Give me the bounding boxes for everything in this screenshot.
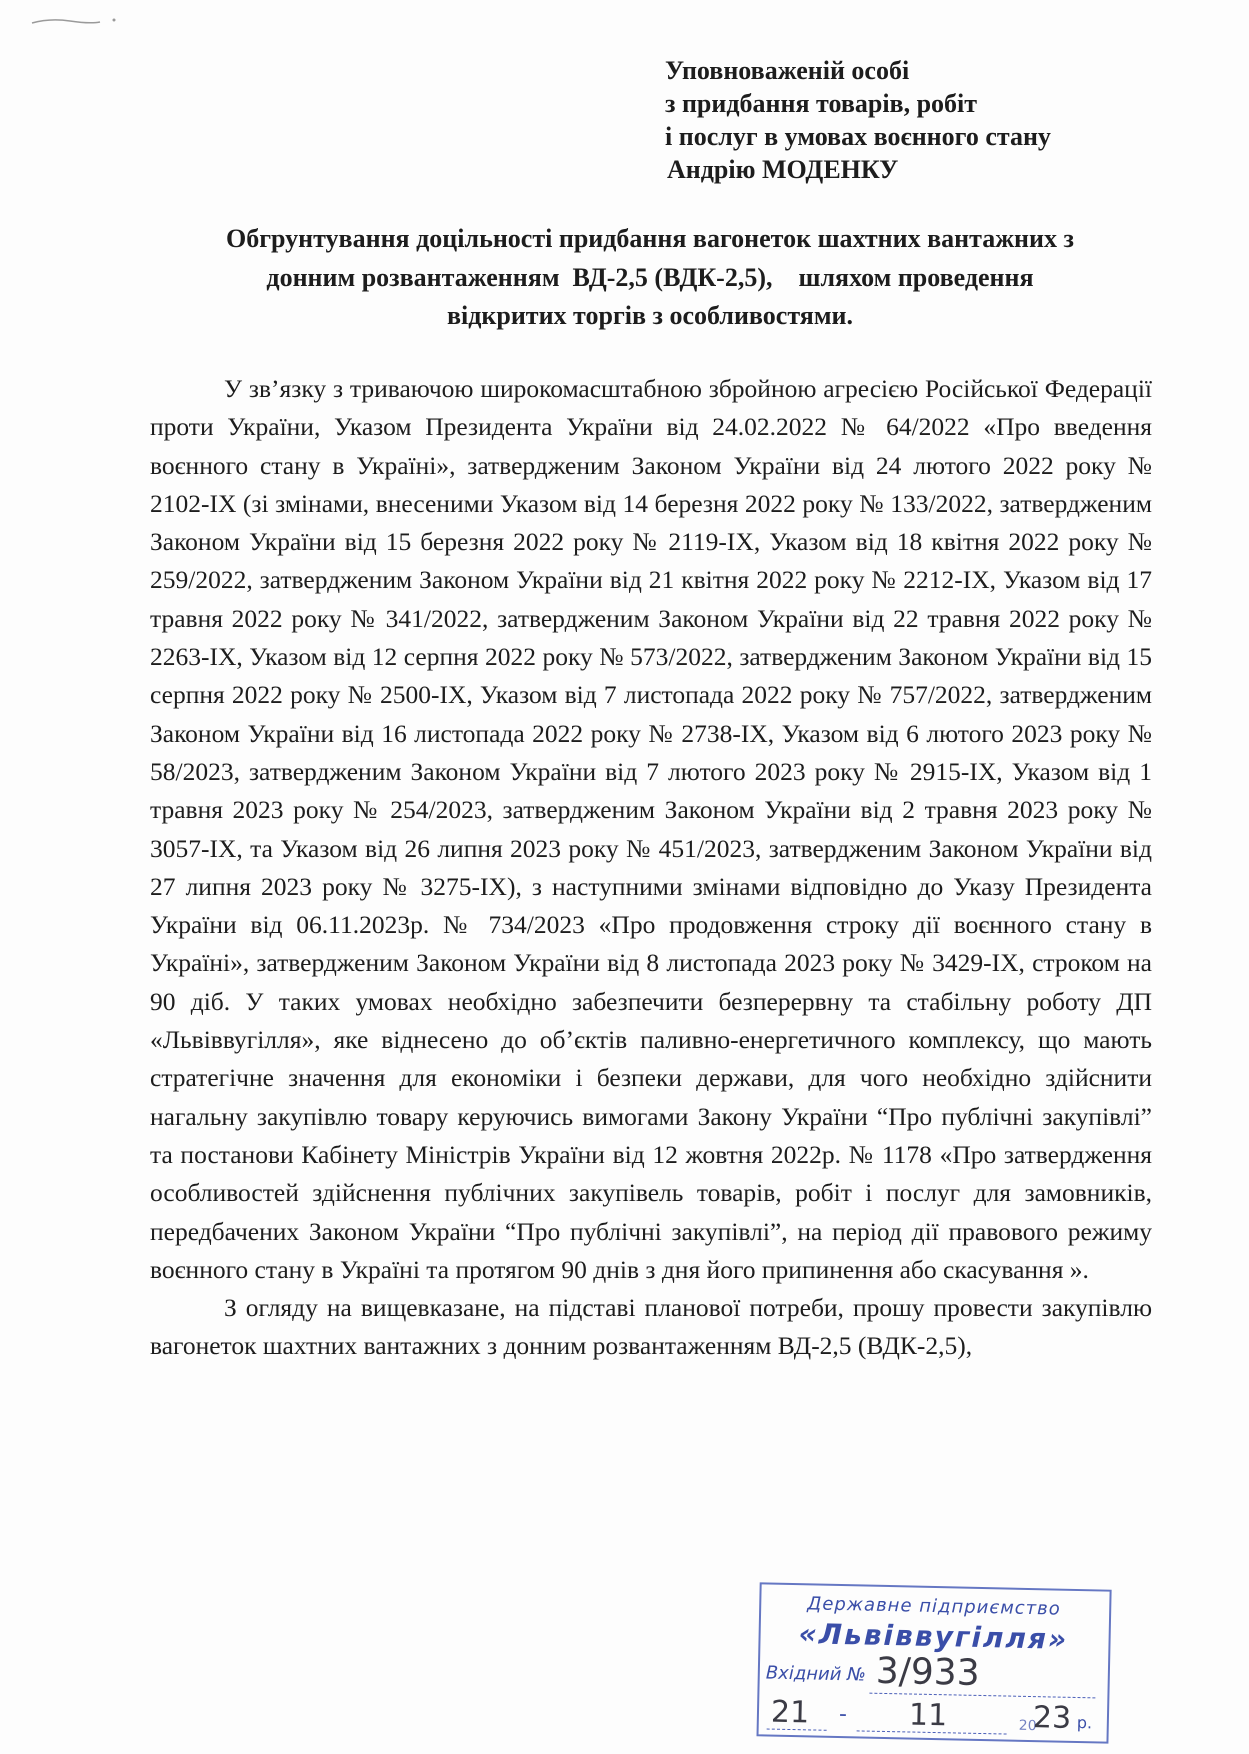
stamp-date-day: 21: [770, 1694, 810, 1731]
stamp-date-month: 11: [908, 1697, 948, 1734]
title-line: донним розвантаженням ВД-2,5 (ВДК-2,5), шляхом проведення: [266, 262, 1034, 292]
addressee-block: [665, 54, 1051, 186]
addressee-line: і послуг в умовах воєнного стану: [665, 122, 1051, 151]
title-line: відкритих торгів з особливостями.: [446, 301, 854, 330]
incoming-registration-stamp: [756, 1582, 1111, 1749]
addressee-name: Андрію МОДЕНКУ: [667, 155, 899, 184]
stamp-year-prefix: 20: [1018, 1717, 1037, 1735]
stamp-date-year: 23: [1032, 1700, 1072, 1736]
stamp-org-name: «Львіввугілля»: [798, 1617, 1069, 1656]
addressee-line: Уповноваженій особі: [665, 56, 910, 85]
addressee-line: з придбання товарів, робіт: [665, 89, 978, 118]
body-paragraph: У зв’язку з триваючою широкомасштабною збройною агресією Російської Федерації проти України, Указом Президента України від 24.02.2022 № 64/2022 «Про введення воєнного стану в Україні», затвердженим Законом України від 24 лютого 2022 року № 2102-IX (зі змінами, внесеними Указом від 14 березня 2022 року № 133/2022, затвердженим Законом України від 15 березня 2022 року № 2119-IX, Указом від 18 квітня 2022 року № 259/2022, затвердженим Законом України від 21 квітня 2022 року № 2212-IX, Указом від 17 травня 2022 року № 341/2022, затвердженим Законом України від 22 травня 2022 року № 2263-IX, Указом від 12 серпня 2022 року № 573/2022, затвердженим Законом України від 15 серпня 2022 року № 2500-IX, Указом від 7 листопада 2022 року № 757/2022, затвердженим Законом України від 16 листопада 2022 року № 2738-IX, Указом від 6 лютого 2023 року № 58/2023, затвердженим Законом України від 7 лютого 2023 року № 2915-IX, Указом від 1 травня 2023 року № 254/2023, затвердженим Законом України від 2 травня 2023 року № 3057-IX, та Указом від 26 липня 2023 року № 451/2023, затвердженим Законом України від 27 липня 2023 року № 3275-IX), з наступними змінами відповідно до Указу Президента України від 06.11.2023р. № 734/2023 «Про продовження строку дії воєнного стану в Україні», затвердженим Законом України від 8 листопада 2023 року № 3429-IX, строком на 90 діб. У таких умовах необхідно забезпечити безперервну та стабільну роботу ДП «Львіввугілля», яке віднесено до об’єктів паливно-енергетичного комплексу, що мають стратегічне значення для економіки і безпеки держави, для чого необхідно здійснити нагальну закупівлю товару керуючись вимогами Закону України “Про публічні закупівлі” та постанови Кабінету Міністрів України від 12 жовтня 2022р. № 1178 «Про затвердження особливостей здійснення публічних закупівель товарів, робіт і послуг для замовників, передбачених Законом України “Про публічні закупівлі”, на період дії правового режиму воєнного стану в Україні та протягом 90 днів з дня його припинення або скасування ».: [150, 374, 1152, 1284]
title-line: Обгрунтування доцільності придбання вагонеток шахтних вантажних з: [226, 224, 1074, 253]
stamp-org-type: Державне підприємство: [807, 1593, 1062, 1620]
body-paragraph: З огляду на вищевказане, на підставі планової потреби, прошу провести закупівлю вагонеток шахтних вантажних з донним розвантаженням ВД-2,5 (ВДК-2,5),: [150, 1293, 1152, 1361]
stamp-year-suffix: р.: [1076, 1713, 1093, 1733]
scan-artifact-mark: [30, 14, 120, 28]
document-title: [150, 220, 1150, 336]
document-body: [150, 370, 1152, 1366]
stamp-date-separator: -: [838, 1702, 848, 1728]
stamp-incoming-label: Вхідний №: [765, 1662, 867, 1686]
stamp-incoming-number: 3/933: [875, 1650, 981, 1694]
